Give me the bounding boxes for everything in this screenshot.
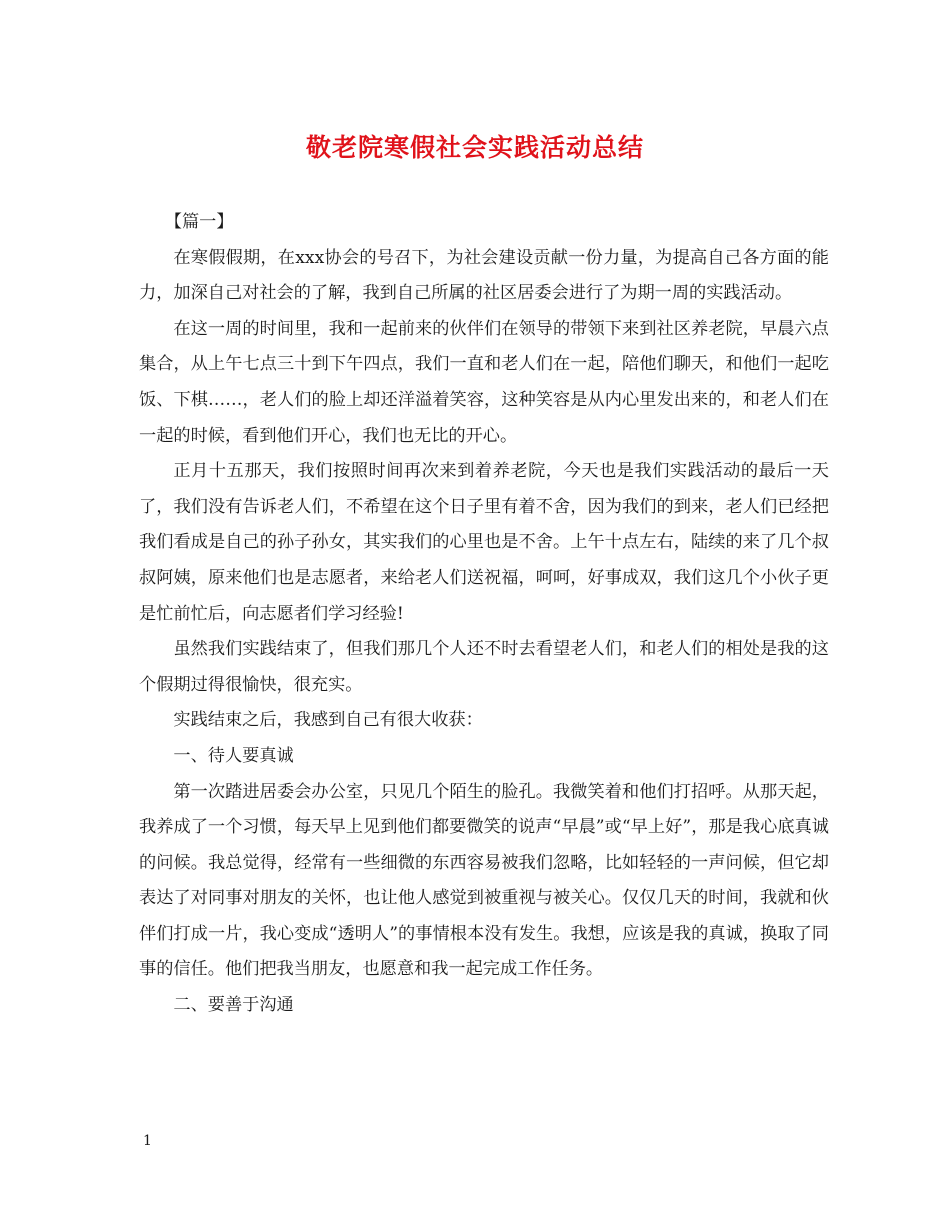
paragraph: 在这一周的时间里，我和一起前来的伙伴们在领导的带领下来到社区养老院，早晨六点集合，从上午七点三十到下午四点，我们一直和老人们在一起，陪他们聊天，和他们一起吃饭、下棋……，老人们的脸上却还洋溢着笑容，这种笑容是从内心里发出来的，和老人们在一起的时候，看到他们开心，我们也无比的开心。 <box>139 318 829 446</box>
paragraph: 虽然我们实践结束了，但我们那几个人还不时去看望老人们，和老人们的相处是我的这个假期过得很愉快，很充实。 <box>139 639 829 695</box>
document-body <box>139 205 829 1024</box>
subheading: 二、要善于沟通 <box>173 995 294 1016</box>
subheading: 一、待人要真诚 <box>173 745 294 766</box>
paragraph: 正月十五那天，我们按照时间再次来到着养老院，今天也是我们实践活动的最后一天了，我们没有告诉老人们，不希望在这个日子里有着不舍，因为我们的到来，老人们已经把我们看成是自己的孙子孙女，其实我们的心里也是不舍。上午十点左右，陆续的来了几个叔叔阿姨，原来他们也是志愿者，来给老人们送祝福，呵呵，好事成双，我们这几个小伙子更是忙前忙后，向志愿者们学习经验! <box>139 461 829 624</box>
document-title: 敬老院寒假社会实践活动总结 <box>305 133 644 162</box>
paragraph: 实践结束之后，我感到自己有很大收获： <box>173 710 483 731</box>
paragraph: 在寒假假期，在xxx协会的号召下，为社会建设贡献一份力量，为提高自己各方面的能力，加深自己对社会的了解，我到自己所属的社区居委会进行了为期一周的实践活动。 <box>139 247 829 304</box>
page-number: 1 <box>143 1133 152 1149</box>
section-label: 【篇一】 <box>164 212 234 232</box>
paragraph: 第一次踏进居委会办公室，只见几个陌生的脸孔。我微笑着和他们打招呼。从那天起，我养成了一个习惯，每天早上见到他们都要微笑的说声“早晨”或“早上好”，那是我心底真诚的问候。我总觉得，经常有一些细微的东西容易被我们忽略，比如轻轻的一声问候，但它却表达了对同事对朋友的关怀，也让他人感觉到被重视与被关心。仅仅几天的时间，我就和伙伴们打成一片，我心变成“透明人”的事情根本没有发生。我想，应该是我的真诚，换取了同事的信任。他们把我当朋友，也愿意和我一起完成工作任务。 <box>139 781 829 980</box>
